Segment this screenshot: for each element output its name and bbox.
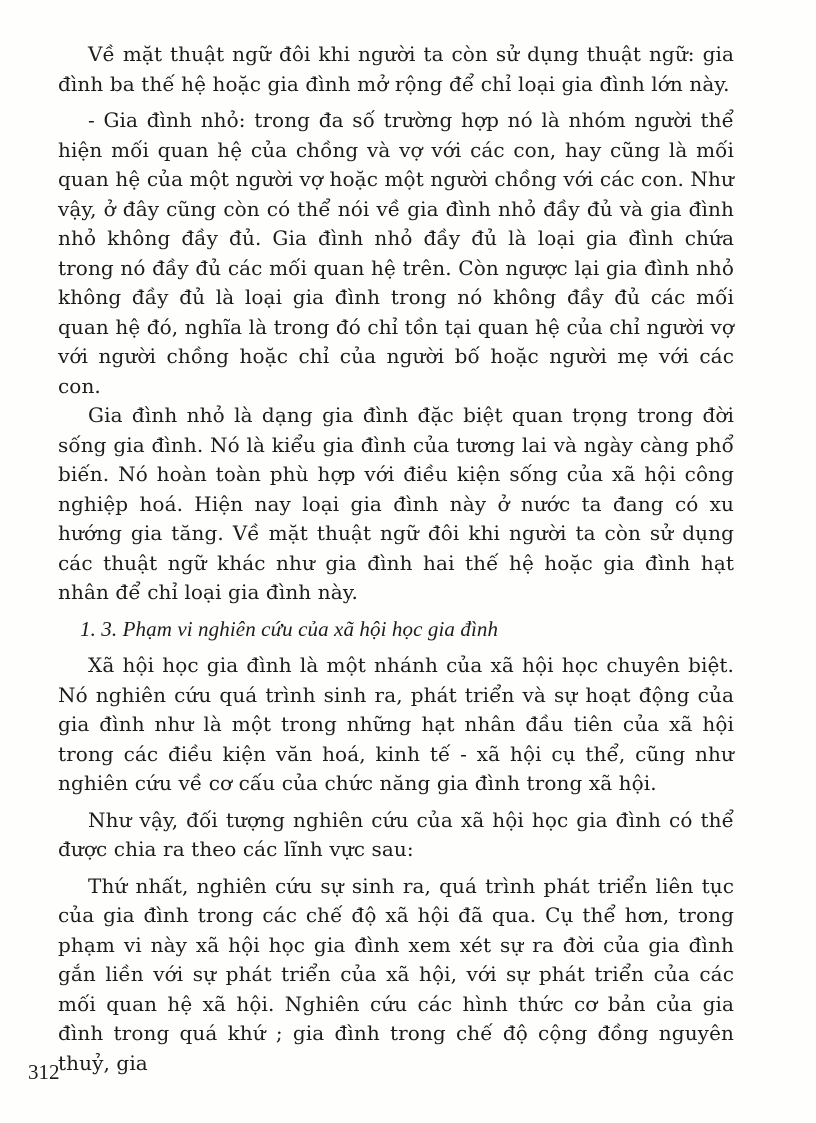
paragraph-small-family-definition: - Gia đình nhỏ: trong đa số trường hợp nó là nhóm người thể hiện mối quan hệ của chồng và vợ với các con, hay cũng là mối quan hệ của một người vợ hoặc một người chồng với các con. Như vậy, ở đây cũng còn có thể nói về gia đình nhỏ đầy đủ và gia đình nhỏ không đầy đủ. Gia đình nhỏ đầy đủ là loại gia đình chứa trong nó đầy đủ các mối quan hệ trên. Còn ngược lại gia đình nhỏ không đầy đủ là loại gia đình trong nó không đầy đủ các mối quan hệ đó, nghĩa là trong đó chỉ tồn tại quan hệ của chỉ người vợ với người chồng hoặc chỉ của người bố hoặc người mẹ với các con. [58, 108, 734, 398]
paragraph-research-fields-intro: Như vậy, đối tượng nghiên cứu của xã hội học gia đình có thể được chia ra theo các lĩnh vực sau: [58, 807, 734, 861]
section-heading: 1. 3. Phạm vi nghiên cứu của xã hội học gia đình [80, 616, 499, 641]
paragraph-first-field: Thứ nhất, nghiên cứu sự sinh ra, quá trình phát triển liên tục của gia đình trong các chế độ xã hội đã qua. Cụ thể hơn, trong phạm vi này xã hội học gia đình xem xét sự ra đời của gia đình gắn liền với sự phát triển của xã hội, với sự phát triển của các mối quan hệ xã hội. Nghiên cứu các hình thức cơ bản của gia đình trong quá khứ ; gia đình trong chế độ cộng đồng nguyên thuỷ, gia [58, 873, 734, 1075]
paragraph-small-family-importance: Gia đình nhỏ là dạng gia đình đặc biệt quan trọng trong đời sống gia đình. Nó là kiểu gia đình của tương lai và ngày càng phổ biến. Nó hoàn toàn phù hợp với điều kiện sống của xã hội công nghiệp hoá. Hiện nay loại gia đình này ở nước ta đang có xu hướng gia tăng. Về mặt thuật ngữ đôi khi người ta còn sử dụng các thuật ngữ khác như gia đình hai thế hệ hoặc gia đình hạt nhân để chỉ loại gia đình này. [58, 403, 734, 604]
paragraph-family-sociology-definition: Xã hội học gia đình là một nhánh của xã hội học chuyên biệt. Nó nghiên cứu quá trình sinh ra, phát triển và sự hoạt động của gia đình như là một trong những hạt nhân đầu tiên của xã hội trong các điều kiện văn hoá, kinh tế - xã hội cụ thể, cũng như nghiên cứu về cơ cấu của chức năng gia đình trong xã hội. [58, 653, 734, 795]
paragraph-terminology-extended-family: Về mặt thuật ngữ đôi khi người ta còn sử dụng thuật ngữ: gia đình ba thế hệ hoặc gia đình mở rộng để chỉ loại gia đình lớn này. [58, 42, 734, 96]
body-text [58, 40, 734, 1085]
page-number: 312 [28, 1060, 60, 1084]
